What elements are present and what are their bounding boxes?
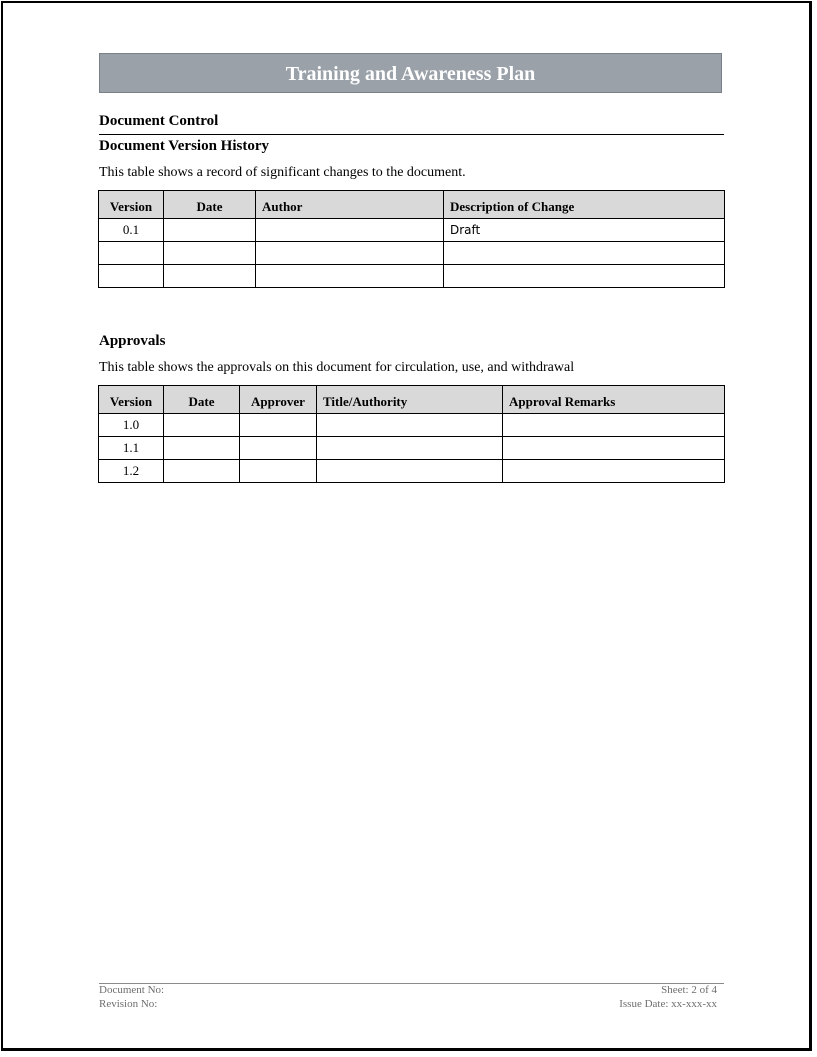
title-banner: Training and Awareness Plan (99, 53, 722, 93)
table-cell (164, 265, 256, 288)
version-history-intro: This table shows a record of significant changes to the document. (99, 165, 466, 180)
table-cell (444, 265, 725, 288)
footer-divider (99, 983, 724, 984)
table-cell (317, 414, 503, 437)
table-cell (256, 219, 444, 242)
table-cell: Draft (444, 219, 725, 242)
table-cell (317, 437, 503, 460)
table-cell (240, 414, 317, 437)
table-row (99, 219, 725, 242)
table-cell (164, 414, 240, 437)
approvals-table (98, 385, 725, 483)
table-row (99, 460, 725, 483)
column-header: Title/Authority (317, 386, 503, 414)
table-row (99, 414, 725, 437)
table-cell (317, 460, 503, 483)
table-cell (164, 437, 240, 460)
column-header: Version (99, 386, 164, 414)
table-cell: 0.1 (99, 219, 164, 242)
table-cell (99, 265, 164, 288)
column-header: Approval Remarks (503, 386, 725, 414)
table-cell (256, 242, 444, 265)
table-cell (503, 414, 725, 437)
table-header-row (99, 386, 725, 414)
column-header: Date (164, 191, 256, 219)
column-header: Date (164, 386, 240, 414)
column-header: Author (256, 191, 444, 219)
document-page (1, 1, 812, 1051)
table-cell (240, 437, 317, 460)
table-row (99, 265, 725, 288)
table-cell (99, 242, 164, 265)
table-cell (444, 242, 725, 265)
column-header: Approver (240, 386, 317, 414)
footer-issue-date: Issue Date: xx-xxx-xx (619, 998, 717, 1010)
column-header: Version (99, 191, 164, 219)
section-heading-document-control: Document Control (99, 113, 724, 135)
table-cell: 1.2 (99, 460, 164, 483)
table-row (99, 437, 725, 460)
table-cell (256, 265, 444, 288)
subheading-version-history: Document Version History (99, 138, 269, 154)
table-row (99, 242, 725, 265)
table-cell (164, 460, 240, 483)
table-cell (164, 219, 256, 242)
column-header: Description of Change (444, 191, 725, 219)
version-history-table (98, 190, 725, 288)
table-header-row (99, 191, 725, 219)
subheading-approvals: Approvals (99, 333, 166, 349)
table-cell (503, 460, 725, 483)
approvals-intro: This table shows the approvals on this document for circulation, use, and withdrawal (99, 360, 575, 375)
table-cell (240, 460, 317, 483)
footer-sheet-number: Sheet: 2 of 4 (661, 984, 717, 996)
table-cell: 1.1 (99, 437, 164, 460)
table-cell: 1.0 (99, 414, 164, 437)
footer-revision-no: Revision No: (99, 998, 158, 1010)
footer-document-no: Document No: (99, 984, 165, 996)
table-cell (503, 437, 725, 460)
table-cell (164, 242, 256, 265)
